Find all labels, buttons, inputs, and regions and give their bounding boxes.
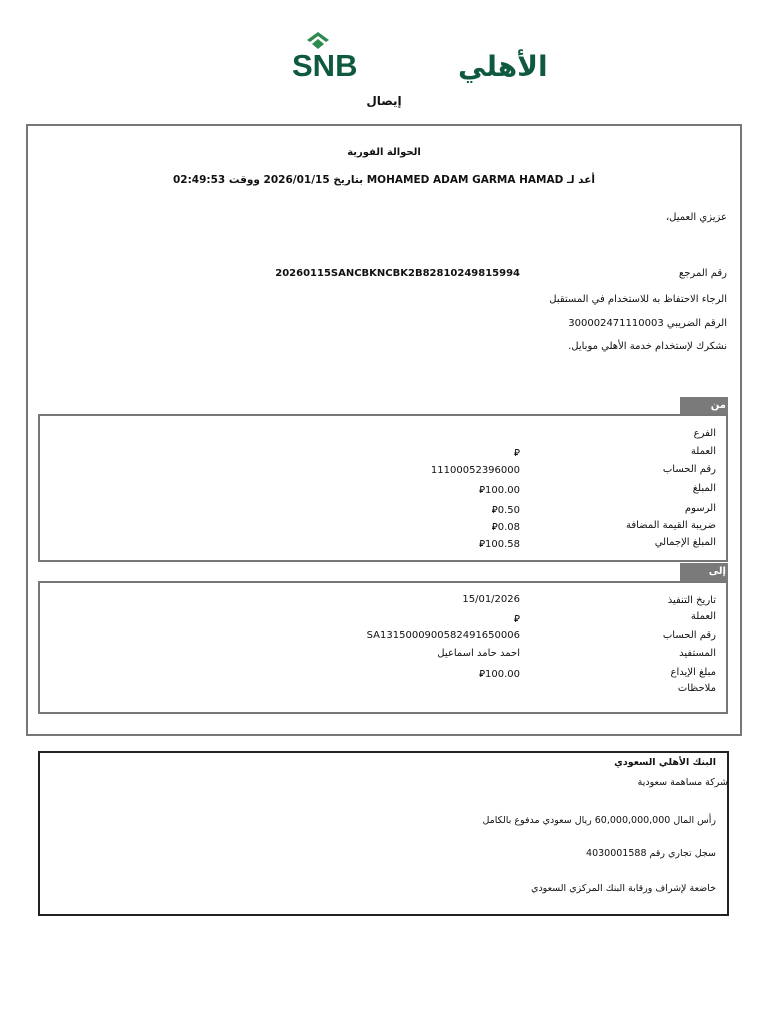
tax-number: الرقم الضريبي 300002471110003	[568, 318, 727, 329]
logo-latin-text: SNB	[292, 48, 358, 83]
from-total-value: ⃁100.58	[479, 539, 520, 550]
from-vat-label: ضريبة القيمة المضافة	[625, 520, 716, 531]
transfer-type: الحوالة الفورية	[347, 147, 421, 158]
from-section-box	[38, 414, 728, 562]
greeting: عزيزي العميل،	[665, 212, 727, 223]
to-date-label: تاريخ التنفيذ	[667, 595, 716, 606]
from-currency-value: ⃁	[514, 448, 520, 459]
reference-value: 20260115SANCBKNCBK2B82810249815994	[275, 268, 520, 279]
footer-capital: رأس المال 60,000,000,000 ريال سعودي مدفوع بالكامل	[482, 815, 716, 826]
to-currency-value: ⃁	[514, 614, 520, 625]
to-date-value: 15/01/2026	[462, 594, 520, 605]
from-section-tab: من	[680, 397, 728, 415]
to-currency-label: العملة	[690, 611, 716, 622]
to-beneficiary-value: احمد حامد اسماعيل	[437, 648, 520, 659]
snb-logo	[290, 32, 548, 83]
reference-label: رقم المرجع	[678, 268, 727, 279]
logo-arabic-text: الأهلي	[458, 50, 548, 83]
footer-regulator: خاضعة لإشراف ورقابة البنك المركزي السعودي	[531, 883, 716, 894]
receipt-title: إيصال	[366, 94, 402, 108]
from-branch-label: الفرع	[693, 428, 716, 439]
from-fees-label: الرسوم	[684, 503, 716, 514]
to-account-value: SA1315000900582491650006	[366, 630, 520, 641]
to-deposit-value: ⃁100.00	[479, 669, 520, 680]
to-account-label: رقم الحساب	[662, 630, 716, 641]
from-vat-value: ⃁0.08	[491, 522, 520, 533]
from-account-value: 11100052396000	[430, 465, 520, 476]
from-total-label: المبلغ الإجمالي	[654, 537, 716, 548]
to-deposit-label: مبلغ الإيداع	[670, 667, 716, 678]
from-amount-label: المبلغ	[692, 483, 716, 494]
from-currency-label: العملة	[690, 446, 716, 457]
to-section-tab: إلى	[680, 563, 728, 581]
to-beneficiary-label: المستفيد	[679, 648, 716, 659]
to-section-box	[38, 581, 728, 714]
footer-company-type: شركة مساهمة سعودية	[637, 777, 728, 788]
to-notes-label: ملاحظات	[677, 683, 716, 694]
from-account-label: رقم الحساب	[662, 464, 716, 475]
prepared-for-line: أعد لـ MOHAMED ADAM GARMA HAMAD بتاريخ 2026/01/15 ووقت 02:49:53	[172, 174, 596, 186]
keep-note: الرجاء الاحتفاظ به للاستخدام في المستقبل	[549, 294, 727, 305]
footer-commercial-register: سجل تجاري رقم 4030001588	[586, 848, 716, 859]
from-amount-value: ⃁100.00	[479, 485, 520, 496]
thanks-message: نشكرك لإستخدام خدمة الأهلي موبايل.	[568, 341, 727, 352]
footer-bank-name: البنك الأهلي السعودي	[614, 757, 716, 768]
from-fees-value: ⃁0.50	[491, 505, 520, 516]
